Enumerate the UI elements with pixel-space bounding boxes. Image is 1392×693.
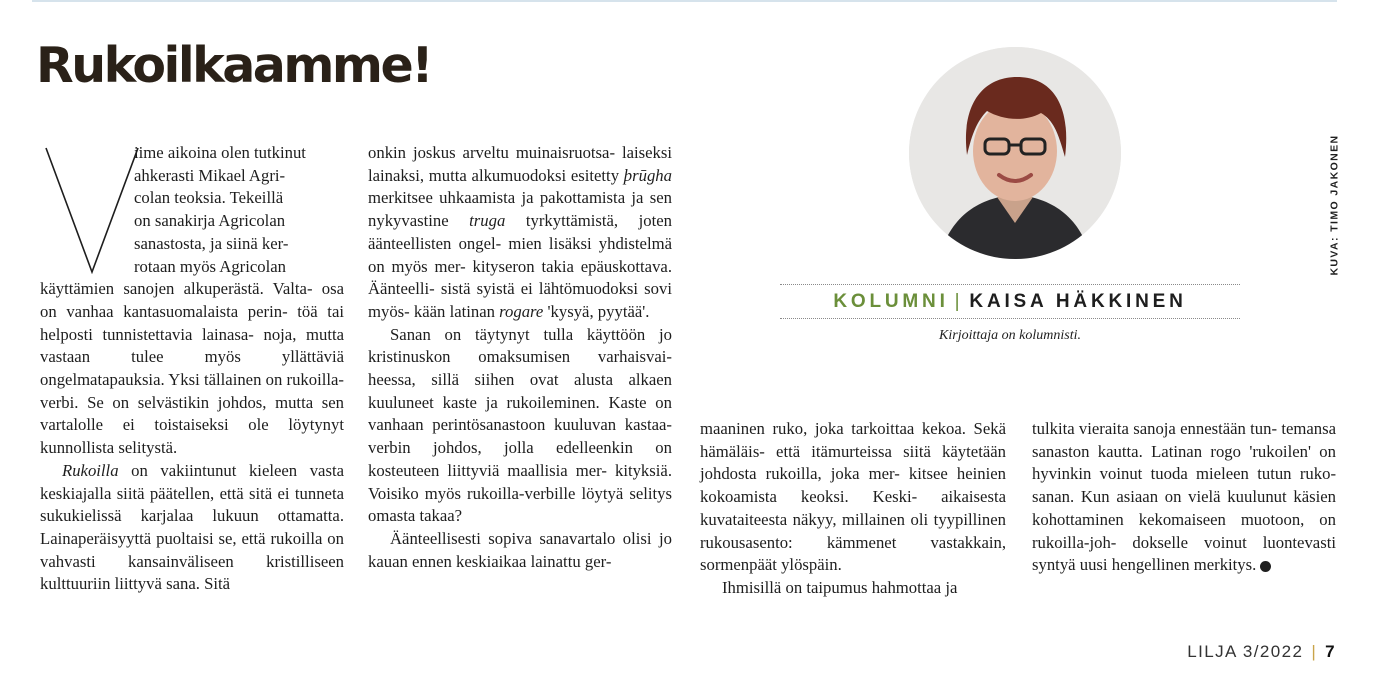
author-note: Kirjoittaja on kolumnisti. [939,328,1081,343]
article-column-2 [368,142,672,573]
divider-top [780,284,1240,285]
paragraph: Äänteellisesti sopiva sanavartalo olisi jo kauan ennen keskiaikaa lainattu ger- [368,528,672,571]
author-portrait [909,47,1121,259]
end-mark-icon [1260,561,1271,572]
section-name: KOLUMNI [833,291,949,312]
paragraph: Ihmisillä on taipumus hahmottaa ja [722,577,958,597]
paragraph: maaninen ruko, joka tarkoittaa kekoa. Sekä hämäläis- että itämurteissa siitä käytetään johdosta rukoilla, joka mer- kitsee heinien kokoamista keoksi. Keski- aikaisesta kuvataiteesta näkyy, millainen oli tyypillinen rukousasento: kämmenet vastakkain, sormenpäät ylöspäin. [700,419,1006,575]
page-number: 7 [1325,642,1336,661]
text-line: sanastosta, ja siinä ker- [134,233,289,253]
photo-credit: KUVA: TIMO JAKONEN [1329,134,1341,276]
text-line: rotaan myös Agricolan [134,256,287,276]
label-separator: | [954,291,964,312]
paragraph: Sanan on täytynyt tulla käyttöön jo kristinuskon omaksumisen varhaisvai- heessa, sillä siihen ovat alusta alkaen kuuluneet kaste ja rukoileminen. Kaste on vanhaan perintösanastoon kuuluvan kastaa-verbin johdos, jolla edelleenkin on kosteuteen liittyviä maallisia mer- kityksiä. Voisiko myös rukoilla-verbille löytyä selitys omasta takaa? [368,324,672,526]
column-label [780,289,1240,315]
paragraph: Rukoilla on vakiintunut kieleen vasta keskiajalla siitä päätellen, että sitä ei tunneta sukukielissä karjalaa lukuun ottamatta. Lainaperäisyyttä puoltaisi se, että rukoilla on vahvasti kansainväliseen kristilliseen kulttuuriin liittyvä sana. Sitä [40,460,344,594]
article-column-1 [40,142,344,596]
paragraph: onkin joskus arveltu muinaisruotsa- laiseksi lainaksi, mutta alkumuodoksi esitetty þrūgha merkitsee uhkaamista ja pakottamista ja sen nykyvastine truga tyrkyttämistä, joten äänteellisten ongel- mien lisäksi yhdistelmä on myös mer- kityseron takia epäuskottava. Äänteelli- sistä syistä ei lähtömuodoksi sovi myös- kään latinan rogare 'kysyä, pyytää'. [368,143,672,321]
divider-bottom [780,318,1240,319]
article-column-4 [1032,418,1336,577]
top-rule [32,0,1337,2]
text-line: ahkerasti Mikael Agri- [134,165,286,185]
paragraph: tulkita vieraita sanoja ennestään tun- temansa sanaston kautta. Latinan rogo 'rukoilen' on hyvinkin voinut tuoda mieleen tutun ruko-sanan. Kun asiaan on vielä kuulunut käsien kohottaminen kekomaiseen muotoon, on rukoilla-joh- dokselle voinut luontevasti syntyä uusi hengellinen merkitys. [1032,419,1336,575]
text-line: colan teoksia. Tekeillä [134,188,284,208]
page-footer [1187,642,1336,662]
text-line: on sanakirja Agricolan [134,211,286,231]
paragraph: käyttämien sanojen alkuperästä. Valta- osa on vanhaa kantasuomalaista perin- töä tai helposti tunnistettavia lainasa- noja, mutta vastaan tulee myös yllättäviä ongelmatapauksia. Yksi tällainen on rukoilla-verbi. Se on selvästikin johdos, mutta sen vartalolle ei toistaiseksi ole löytynyt kunnollista selitystä. [40,279,344,458]
dropcap-lines [134,142,344,278]
author-name: KAISA HÄKKINEN [969,291,1187,312]
text-line: iime aikoina olen tutkinut [134,143,306,162]
magazine-issue: LILJA 3/2022 [1187,642,1304,661]
headline: Rukoilkaamme! [36,37,432,94]
footer-separator: | [1311,642,1318,661]
article-column-3 [700,418,1006,600]
